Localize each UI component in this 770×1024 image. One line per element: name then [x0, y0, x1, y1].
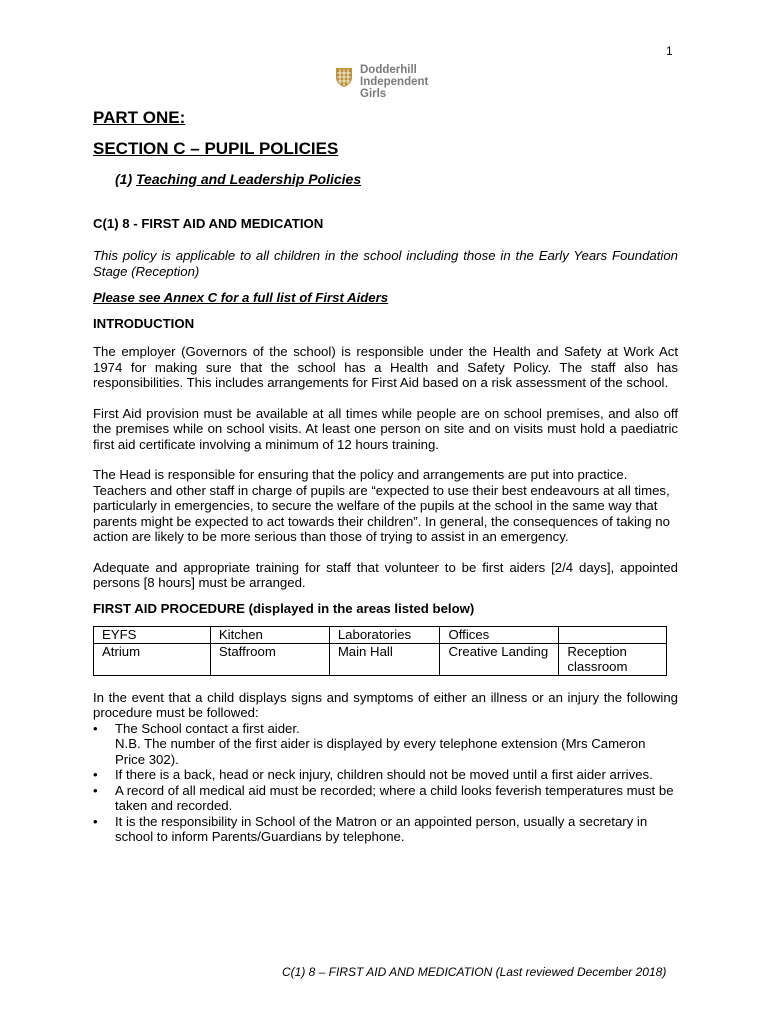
procedure-intro: In the event that a child displays signs and symptoms of either an illness or an injury the following procedure must be followed: — [93, 689, 678, 720]
bullet-glyph: • — [93, 720, 98, 736]
part-title: PART ONE: — [93, 108, 186, 127]
table-row — [94, 643, 667, 675]
procedure-heading: FIRST AID PROCEDURE (displayed in the areas listed below) — [93, 600, 475, 616]
list-item-text: If there is a back, head or neck injury, children should not be moved until a first aider arrives. — [115, 767, 653, 782]
section-title: SECTION C – PUPIL POLICIES — [93, 139, 339, 158]
list-item-text: A record of all medical aid must be recorded; where a child looks feverish temperatures must be taken and recorded. — [115, 782, 674, 813]
subsection-title: Teaching and Leadership Policies — [136, 171, 362, 187]
table-cell: Atrium — [94, 643, 211, 675]
logo-text — [360, 64, 428, 100]
table-cell: Reception classroom — [559, 643, 667, 675]
list-item-text: The School contact a first aider. — [115, 720, 300, 736]
list-item — [93, 767, 678, 783]
paragraph: The Head is responsible for ensuring that the policy and arrangements are put into practice. Teachers and other staff in charge of pupils are “expected to use their best endeavours at all times, particularly in emergencies, to secure the welfare of the pupils at the school in the same way that parents might be expected to act towards their children”. In general, the consequences of taking no action are likely to be more serious than those of trying to assist in an emergency. — [93, 467, 670, 544]
applicability-statement: This policy is applicable to all children in the school including those in the Early Years Foundation Stage (Reception) — [93, 248, 678, 279]
list-item-text: It is the responsibility in School of the Matron or an appointed person, usually a secretary in school to inform Parents/Guardians by telephone. — [115, 813, 648, 844]
table-cell: EYFS — [94, 627, 211, 644]
table-cell: Kitchen — [210, 627, 329, 644]
school-logo — [334, 64, 428, 100]
table-cell: Main Hall — [329, 643, 440, 675]
table-cell: Staffroom — [210, 643, 329, 675]
policy-title: C(1) 8 - FIRST AID AND MEDICATION — [93, 215, 324, 231]
procedure-list — [93, 721, 678, 845]
page-number: 1 — [666, 44, 673, 58]
list-item — [93, 783, 678, 814]
logo-line-3: Girls — [360, 88, 387, 100]
paragraph: The employer (Governors of the school) is responsible under the Health and Safety at Work Act 1974 for making sure that the school has a Health and Safety Policy. The staff also has responsibilities. This includes arrangements for First Aid based on a risk assessment of the school. — [93, 344, 678, 390]
list-item — [93, 814, 678, 845]
table-cell: Laboratories — [329, 627, 440, 644]
page-footer: C(1) 8 – FIRST AID AND MEDICATION (Last reviewed December 2018) — [282, 965, 667, 979]
shield-crest-icon — [334, 66, 354, 88]
table-row — [94, 627, 667, 644]
bullet-glyph: • — [93, 813, 98, 829]
paragraph: Adequate and appropriate training for staff that volunteer to be first aiders [2/4 days], appointed persons [8 hours] must be arranged. — [93, 559, 678, 590]
list-note — [93, 736, 678, 767]
table-cell — [559, 627, 667, 644]
list-item — [93, 721, 678, 737]
subsection-heading — [115, 172, 678, 188]
bullet-glyph: • — [93, 767, 98, 782]
table-cell: Creative Landing — [440, 643, 559, 675]
bullet-glyph: • — [93, 782, 98, 798]
subsection-number: (1) — [115, 171, 133, 187]
areas-table — [93, 626, 667, 676]
document-body — [93, 108, 678, 845]
introduction-heading: INTRODUCTION — [93, 315, 195, 331]
logo-line-1: Dodderhill — [360, 64, 417, 76]
table-cell: Offices — [440, 627, 559, 644]
annex-note: Please see Annex C for a full list of First Aiders — [93, 290, 389, 305]
first-aider-note: N.B. The number of the first aider is displayed by every telephone extension (Mrs Cameron Price 302). — [115, 736, 646, 767]
logo-line-2: Independent — [360, 76, 429, 88]
paragraph: First Aid provision must be available at all times while people are on school premises, and also off the premises while on school visits. At least one person on site and on visits must hold a paediatric first aid certificate involving a minimum of 12 hours training. — [93, 405, 678, 452]
